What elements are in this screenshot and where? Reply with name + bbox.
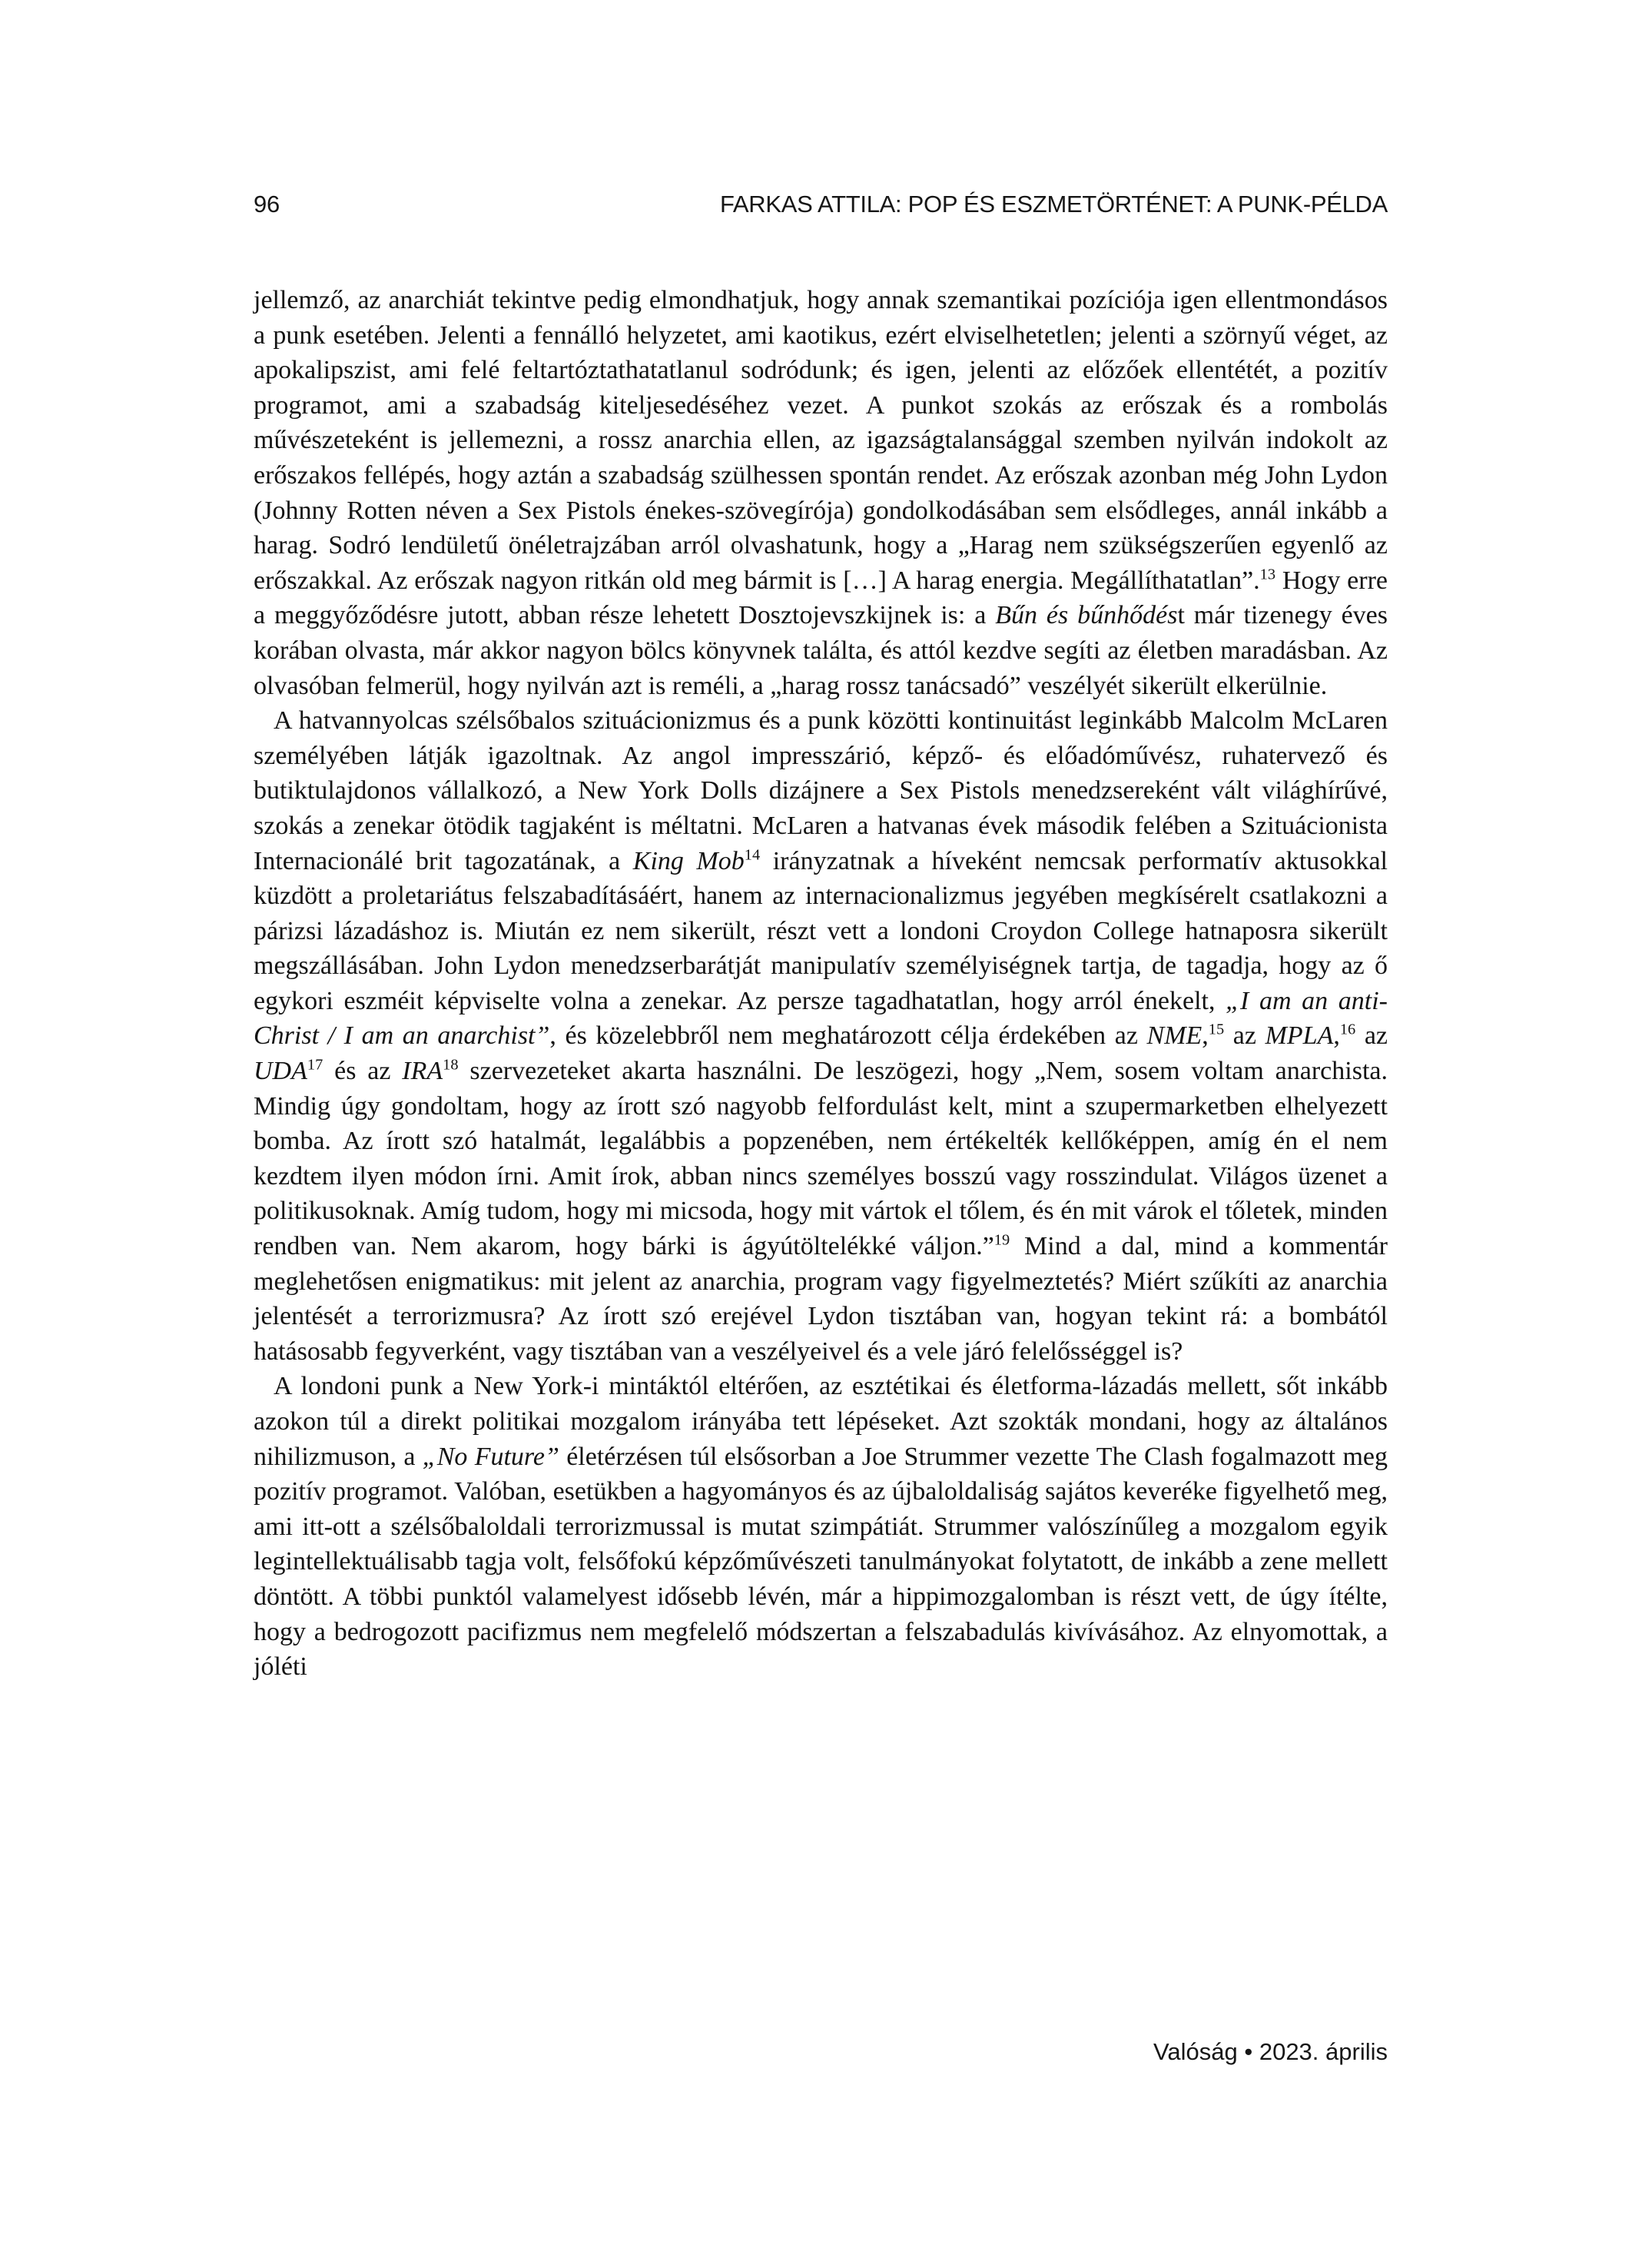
text-run: A hatvannyolcas szélsőbalos szituácionizmus és a punk közötti kontinuitást leginkább Malcolm McLaren személyében látják igazoltnak. Az angol impresszárió, képző- és előadóművész, ruhatervező és butiktulajdonos vállalkozó, a New York Dolls dizájnere a Sex Pistols menedzsereként vált világhírűvé, szokás a zenekar ötödik tagjaként is méltatni. McLaren a hatvanas évek második felében a Szituácionista Internacionálé brit tagozatának, a [254, 706, 1388, 875]
text-run: Mind a dal, mind a kommentár meglehetősen enigmatikus: mit jelent az anarchia, program vagy figyelmeztetés? Miért szűkíti az anarchia jelentését a terrorizmusra? Az írott szó erejével Lydon tisztában van, hogyan tekint rá: a bombától hatásosabb fegyverként, vagy tisztában van a veszélyeivel és a vele járó felelősséggel is? [254, 1232, 1388, 1366]
paragraph [254, 283, 1388, 703]
italic-text-run: UDA [254, 1057, 307, 1086]
running-head-title: FARKAS ATTILA: POP ÉS ESZMETÖRTÉNET: A PUNK-PÉLDA [719, 191, 1388, 218]
footnote-ref: 17 [307, 1056, 323, 1074]
text-run: az [1224, 1021, 1265, 1051]
text-run: az [1355, 1021, 1388, 1051]
italic-text-run: „I am an anti-Christ / I am an anarchist” [254, 986, 1388, 1051]
text-run: A londoni punk a New York-i mintáktól eltérően, az esztétikai és életforma-lázadás mellett, sőt inkább azokon túl a direkt politikai mozgalom irányába tett lépéseket. Azt szokták mondani, hogy az általános nihilizmuson, a [254, 1372, 1388, 1471]
footnote-ref: 16 [1339, 1021, 1356, 1039]
text-run: irányzatnak a híveként nemcsak performatív aktusokkal küzdött a proletariátus felszabadításáért, hanem az internacionalizmus jegyében megkísérelt csatlakozni a párizsi lázadáshoz is. Miután ez nem sikerült, részt vett a londoni Croydon College hatnaposra sikerült megszállásában. John Lydon menedzserbarátját manipulatív személyiségnek tartja, de tagadja, hogy az ő egykori eszméit képviselte volna a zenekar. Az persze tagadhatatlan, hogy arról énekelt, [254, 846, 1388, 1015]
paragraph [254, 1369, 1388, 1684]
article-body [254, 283, 1388, 1685]
running-header [254, 191, 1388, 218]
italic-text-run: „No Future” [422, 1442, 559, 1471]
italic-text-run: King Mob [632, 846, 745, 875]
text-run: t már tizenegy éves korában olvasta, már akkor nagyon bölcs könyvnek találta, és attól kezdve segíti az életben maradásban. Az olvasóban felmerül, hogy nyilván azt is reméli, a „harag rossz tanácsadó” veszélyét sikerült elkerülnie. [254, 601, 1388, 700]
text-run: Hogy erre a meggyőződésre jutott, abban része lehetett Dosztojevszkijnek is: a [254, 566, 1388, 630]
italic-text-run: NME [1146, 1021, 1202, 1051]
text-run: , [1333, 1021, 1340, 1051]
text-run: életérzésen túl elsősorban a Joe Strummer vezette The Clash fogalmazott meg pozitív programot. Valóban, esetükben a hagyományos és az újbaloldaliság sajátos keveréke figyelhető meg, ami itt-ott a szélsőbaloldali terrorizmussal is mutat szimpátiát. Strummer valószínűleg a mozgalom egyik legintellektuálisabb tagja volt, felsőfokú képzőművészeti tanulmányokat folytatott, de inkább a zene mellett döntött. A többi punktól valamelyest idősebb lévén, már a hippimozgalomban is részt vett, de úgy ítélte, hogy a bedrogozott pacifizmus nem megfelelő módszertan a felszabadulás kivívásához. Az elnyomottak, a jóléti [254, 1442, 1388, 1682]
footnote-ref: 14 [744, 846, 761, 864]
italic-text-run: Bűn és bűnhődés [995, 601, 1178, 630]
text-run: , [1202, 1021, 1209, 1051]
text-run: és az [323, 1057, 403, 1086]
journal-footer: Valóság • 2023. április [1153, 2038, 1388, 2065]
footnote-ref: 15 [1208, 1021, 1225, 1039]
italic-text-run: IRA [402, 1057, 443, 1086]
text-run: szervezeteket akarta használni. De leszögezi, hogy „Nem, sosem voltam anarchista. Mindig úgy gondoltam, hogy az írott szó nagyobb felfordulást kelt, mint a szupermarketben elhelyezett bomba. Az írott szó hatalmát, legalábbis a popzenében, nem értékelték kellőképpen, amíg én el nem kezdtem ilyen módon írni. Amit írok, abban nincs személyes bosszú vagy rosszindulat. Világos üzenet a politikusoknak. Amíg tudom, hogy mi micsoda, hogy mit vártok el tőlem, és én mit várok el tőletek, minden rendben van. Nem akarom, hogy bárki is ágyútöltelékké váljon.” [254, 1057, 1388, 1261]
text-run: jellemző, az anarchiát tekintve pedig elmondhatjuk, hogy annak szemantikai pozíciója igen ellentmondásos a punk esetében. Jelenti a fennálló helyzetet, ami kaotikus, ezért elviselhetetlen; jelenti a szörnyű véget, az apokalipszist, ami felé feltartóztathatatlanul sodródunk; és igen, jelenti az előzőek ellentétét, a pozitív programot, ami a szabadság kiteljesedéséhez vezet. A punkot szokás az erőszak és a rombolás művészeteként is jellemezni, a rossz anarchia ellen, az igazságtalansággal szemben nyilván indokolt az erőszakos fellépés, hogy aztán a szabadság szülhessen spontán rendet. Az erőszak azonban még John Lydon (Johnny Rotten néven a Sex Pistols énekes-szövegírója) gondolkodásában sem elsődleges, annál inkább a harag. Sodró lendületű önéletrajzában arról olvashatunk, hogy a „Harag nem szükségszerűen egyenlő az erőszakkal. Az erőszak nagyon ritkán old meg bármit is […] A harag energia. Megállíthatatlan”. [254, 286, 1388, 595]
footnote-ref: 19 [993, 1231, 1010, 1249]
footnote-ref: 13 [1259, 566, 1276, 583]
footnote-ref: 18 [443, 1056, 459, 1074]
italic-text-run: MPLA [1265, 1021, 1334, 1051]
page-number: 96 [254, 191, 280, 218]
text-run: , és közelebbről nem meghatározott célja érdekében az [549, 1021, 1147, 1051]
paragraph [254, 703, 1388, 1369]
